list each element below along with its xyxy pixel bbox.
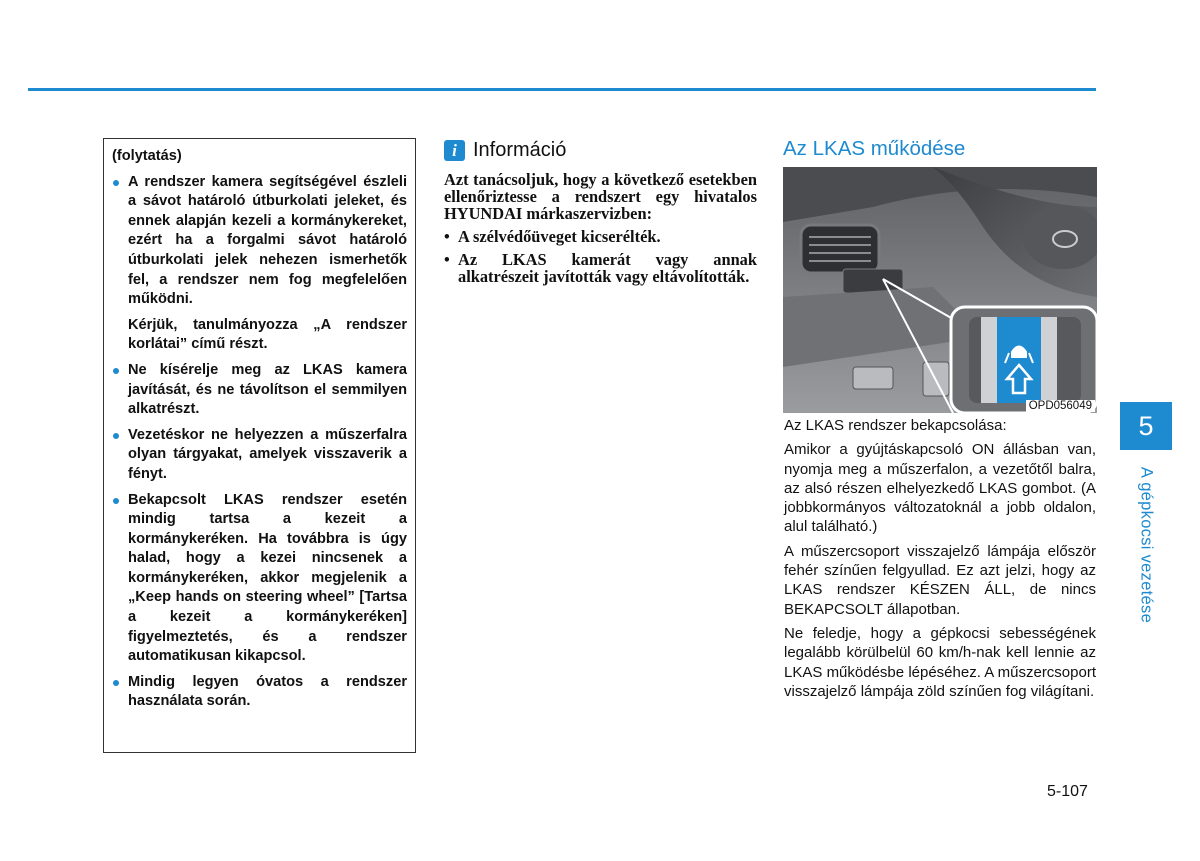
warning-list xyxy=(112,173,407,712)
warning-paragraph: Vezetéskor ne helyezzen a műszerfalra olyan tárgyakat, amelyek visszaverik a fényt. xyxy=(128,426,407,482)
warning-item xyxy=(112,491,407,667)
information-intro: Azt tanácsoljuk, hogy a következő esetekben ellenőriztesse a rendszert egy hivatalos HYUNDAI márkaszervizben: xyxy=(444,170,757,223)
section-paragraph: Ne feledje, hogy a gépkocsi sebességének legalább körülbelül 60 km/h-nak kell lennie az LKAS működésbe lépéséhez. A műszercsoport visszajelző lámpája zöld színűen fog világítani. xyxy=(784,624,1096,700)
warning-item xyxy=(112,361,407,420)
information-title: Információ xyxy=(473,139,567,161)
warning-item xyxy=(112,426,407,485)
section-title: Az LKAS működése xyxy=(783,137,966,160)
warning-item xyxy=(112,673,407,712)
warning-box xyxy=(103,138,416,753)
information-block xyxy=(444,140,757,291)
lkas-button-illustration xyxy=(783,167,1097,413)
chapter-label: A gépkocsi vezetése xyxy=(1137,466,1156,624)
information-heading xyxy=(444,140,757,161)
warning-paragraph: A rendszer kamera segítségével észleli a sávot határoló útburkolati jeleket, és ennek alapján kezeli a kormánykereket, ezért ha a forgalmi sávot határoló útburkolati jelek nehezen ismerhetők fel, a rendszer nem fog megfelelően működni. xyxy=(128,173,407,308)
information-item: • A szélvédőüveget kicserélték. xyxy=(444,228,757,245)
continued-label: (folytatás) xyxy=(112,148,182,164)
dashboard-illustration xyxy=(783,167,1097,413)
warning-paragraph: Mindig legyen óvatos a rendszer használata során. xyxy=(128,673,407,710)
bullet-icon xyxy=(113,498,119,504)
top-rule xyxy=(28,88,1096,91)
section-body xyxy=(784,416,1096,706)
page-number: 5-107 xyxy=(1047,783,1088,800)
section-paragraph: A műszercsoport visszajelző lámpája először fehér színűen felgyullad. Ez azt jelzi, hogy az LKAS rendszer KÉSZEN ÁLL, de nincs BEKAPCSOLT állapotban. xyxy=(784,542,1096,618)
warning-paragraph: Bekapcsolt LKAS rendszer esetén mindig tartsa a kezeit a kormánykeréken. Ha továbbra is úgy halad, hogy a kezei nincsenek a kormánykeréken, akkor megjelenik a „Keep hands on steering wheel” [Tartsa a kezeit a kormánykeréken] figyelmeztetés, és a rendszer automatikusan kikapcsol. xyxy=(128,491,407,665)
information-icon: i xyxy=(444,140,465,161)
bullet-icon xyxy=(113,433,119,439)
bullet-icon xyxy=(113,680,119,686)
figure-code: OPD056049 xyxy=(1026,400,1095,412)
information-item: • Az LKAS kamerát vagy annak alkatrészeit javították vagy eltávolították. xyxy=(444,251,757,285)
bullet-icon xyxy=(113,368,119,374)
warning-item xyxy=(112,173,407,355)
information-list xyxy=(444,228,757,285)
bullet-icon xyxy=(113,180,119,186)
section-paragraph: Amikor a gyújtáskapcsoló ON állásban van, nyomja meg a műszerfalon, a vezetőtől balra, az alsó részen elhelyezkedő LKAS gombot. (A jobbkormányos változatoknál a jobb oldalon, alul található.) xyxy=(784,441,1096,536)
warning-paragraph: Ne kísérelje meg az LKAS kamera javítását, és ne távolítson el semmilyen alkatrészt. xyxy=(128,361,407,418)
warning-paragraph: Kérjük, tanulmányozza „A rendszer korlátai” című részt. xyxy=(128,316,407,353)
chapter-number-tab: 5 xyxy=(1120,402,1172,450)
section-paragraph: Az LKAS rendszer bekapcsolása: xyxy=(784,417,1007,434)
